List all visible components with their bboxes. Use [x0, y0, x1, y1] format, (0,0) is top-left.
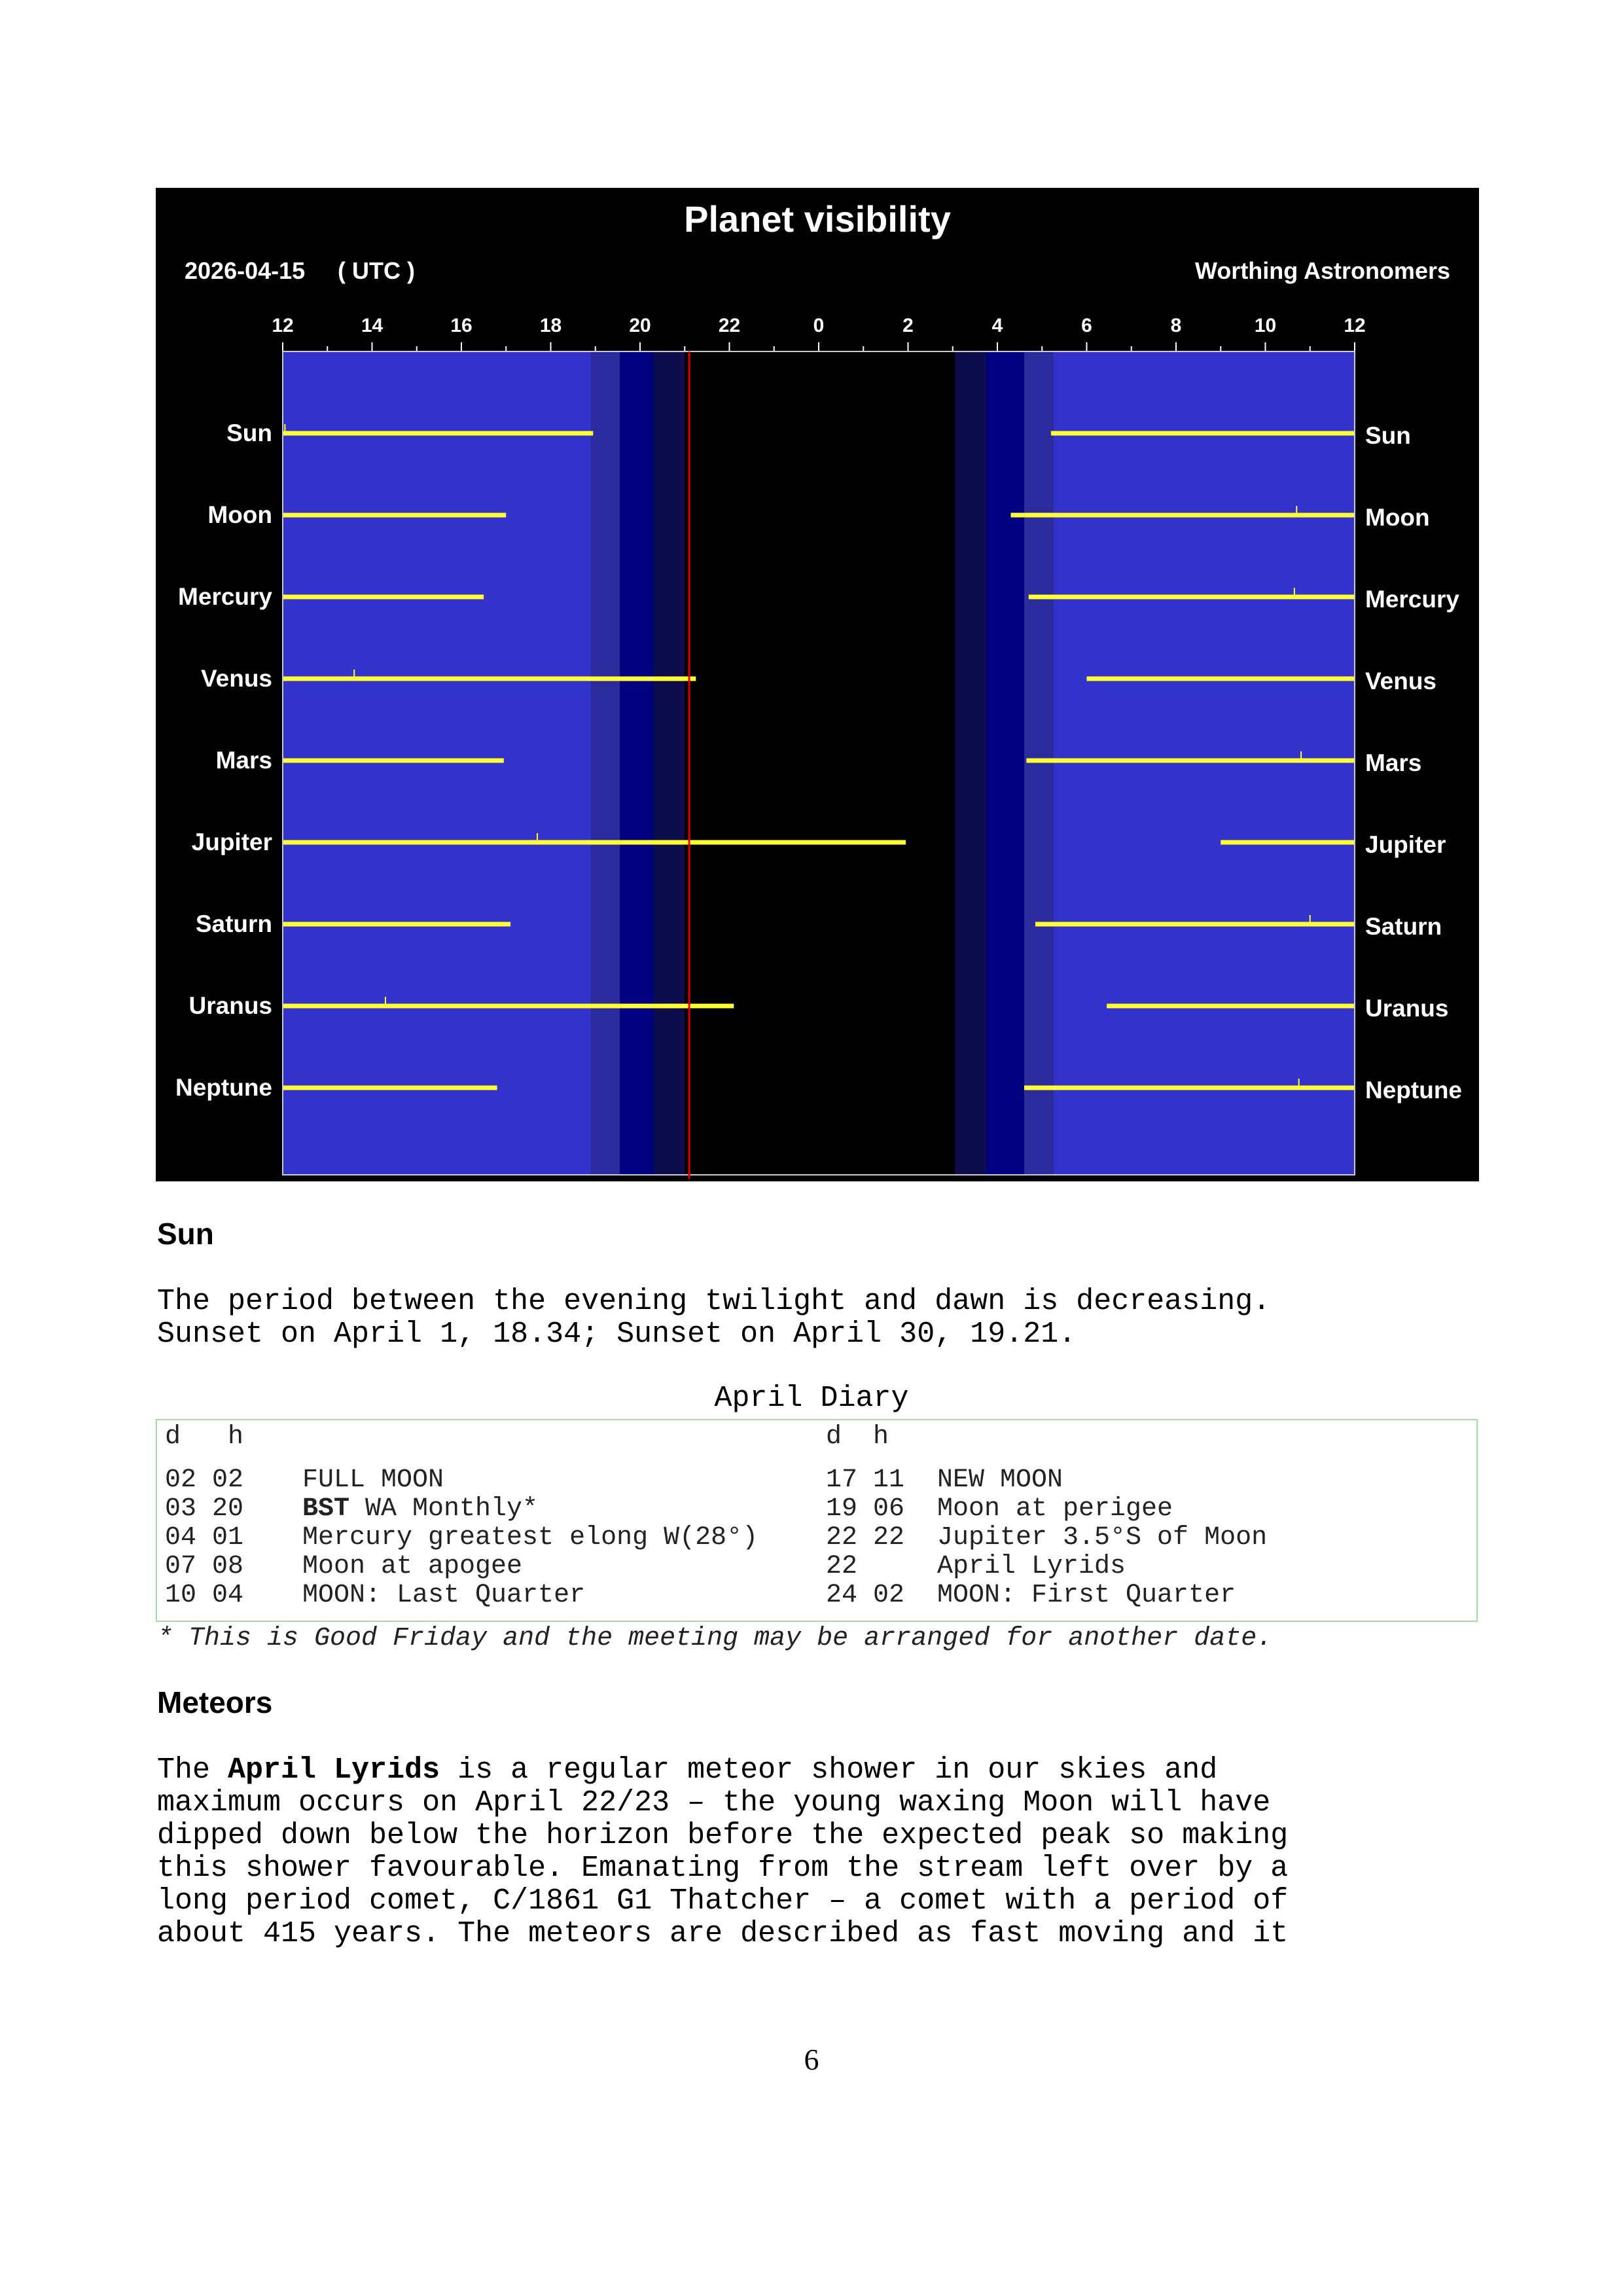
chart-title: Planet visibility — [684, 198, 951, 240]
meteors-line-4: this shower favourable. Emanating from the stream left over by a — [157, 1852, 1289, 1885]
venus-label-left: Venus — [201, 665, 272, 692]
diary-table — [156, 1419, 1478, 1622]
uranus-label-right: Uranus — [1365, 995, 1449, 1022]
diary-left-event: Moon at apogee — [302, 1552, 523, 1581]
twilight-band-nautical — [620, 351, 653, 1175]
diary-right-event: NEW MOON — [937, 1465, 1063, 1495]
uranus-label-left: Uranus — [188, 992, 272, 1019]
diary-left-event: Mercury greatest elong W(28°) — [302, 1523, 758, 1552]
diary-left-event — [302, 1495, 538, 1524]
sun-heading: Sun — [157, 1217, 214, 1251]
venus-label-right: Venus — [1365, 668, 1436, 694]
moon-label-left: Moon — [207, 501, 272, 528]
saturn-label-left: Saturn — [195, 910, 272, 937]
diary-left-event: MOON: Last Quarter — [302, 1581, 586, 1610]
meteors-line-5: long period comet, C/1861 G1 Thatcher – a comet with a period of — [157, 1884, 1289, 1918]
sun-line-1: The period between the evening twilight and dawn is decreasing. — [157, 1285, 1271, 1318]
diary-right-dh: 22 22 — [826, 1523, 905, 1552]
neptune-label-right: Neptune — [1365, 1077, 1462, 1103]
twilight-band-nautical — [986, 351, 1024, 1175]
diary-right-event: April Lyrids — [937, 1552, 1126, 1581]
diary-right-event: MOON: First Quarter — [937, 1581, 1236, 1610]
twilight-band-civil — [1024, 351, 1053, 1175]
daylight-band-evening — [283, 351, 591, 1175]
diary-right-dh: 19 06 — [826, 1494, 905, 1524]
diary-left-dh: 02 02 — [165, 1465, 244, 1495]
twilight-band-astronomical — [653, 351, 685, 1175]
diary-left-dh: 10 04 — [165, 1581, 244, 1610]
diary-footnote: * This is Good Friday and the meeting may be arranged for another date. — [157, 1624, 1273, 1653]
mercury-label-right: Mercury — [1365, 586, 1459, 613]
meteors-line-6: about 415 years. The meteors are described as fast moving and it — [157, 1917, 1289, 1950]
x-tick-label: 18 — [539, 315, 562, 336]
night-band — [685, 351, 955, 1175]
x-tick-label: 4 — [991, 315, 1003, 336]
sun-label-left: Sun — [226, 420, 272, 446]
diary-title: April Diary — [714, 1382, 909, 1415]
diary-right-event: Moon at perigee — [937, 1494, 1173, 1524]
x-tick-label: 8 — [1170, 315, 1182, 336]
diary-right-event: Jupiter 3.5°S of Moon — [937, 1523, 1268, 1552]
x-tick-label: 2 — [902, 315, 914, 336]
neptune-label-left: Neptune — [175, 1074, 272, 1101]
x-tick-label: 0 — [813, 315, 825, 336]
chart-timezone: ( UTC ) — [338, 257, 415, 284]
sun-line-2: Sunset on April 1, 18.34; Sunset on April 30, 19.21. — [157, 1318, 1077, 1351]
x-tick-label: 12 — [272, 315, 294, 336]
twilight-band-astronomical — [955, 351, 986, 1175]
moon-label-right: Moon — [1365, 504, 1430, 531]
x-tick-label: 12 — [1344, 315, 1366, 336]
meteors-line-1 — [157, 1754, 1492, 1787]
diary-right-dh: 22 — [826, 1552, 858, 1581]
mars-label-left: Mars — [215, 747, 272, 774]
meteors-line-2: maximum occurs on April 22/23 – the young waxing Moon will have — [157, 1786, 1271, 1820]
diary-header-right: d h — [826, 1422, 889, 1452]
jupiter-label-right: Jupiter — [1365, 831, 1446, 858]
x-tick-label: 16 — [450, 315, 473, 336]
x-tick-label: 6 — [1081, 315, 1092, 336]
diary-header-left: d h — [165, 1422, 244, 1452]
page-number: 6 — [804, 2043, 819, 2076]
x-tick-label: 10 — [1254, 315, 1277, 336]
mercury-label-left: Mercury — [178, 583, 272, 610]
diary-left-event: FULL MOON — [302, 1465, 444, 1495]
meteors-line-3: dipped down below the horizon before the expected peak so making — [157, 1819, 1289, 1852]
chart-svg — [156, 188, 1479, 1181]
mars-label-right: Mars — [1365, 749, 1422, 776]
meteors-line-1-post: is a regular meteor shower in our skies and — [440, 1753, 1218, 1787]
meteors-heading: Meteors — [157, 1685, 273, 1719]
diary-left-dh: 03 20 — [165, 1494, 244, 1524]
diary-left-dh: 07 08 — [165, 1552, 244, 1581]
planet-visibility-chart — [156, 188, 1479, 1181]
saturn-label-right: Saturn — [1365, 913, 1442, 940]
diary-event-text: WA Monthly* — [349, 1494, 539, 1524]
daylight-band-morning — [1053, 351, 1355, 1175]
diary-event-bold: BST — [302, 1494, 350, 1524]
diary-left-dh: 04 01 — [165, 1523, 244, 1552]
diary-right-dh: 24 02 — [826, 1581, 905, 1610]
meteors-line-1-pre: The — [157, 1753, 228, 1787]
diary-right-dh: 17 11 — [826, 1465, 905, 1495]
plot-background — [283, 351, 1355, 1175]
sun-label-right: Sun — [1365, 422, 1411, 449]
x-tick-label: 14 — [361, 315, 383, 336]
twilight-band-civil — [591, 351, 620, 1175]
x-tick-label: 20 — [629, 315, 651, 336]
x-tick-label: 22 — [718, 315, 741, 336]
meteors-shower-name: April Lyrids — [228, 1753, 440, 1787]
chart-date: 2026-04-15 — [185, 257, 306, 284]
jupiter-label-left: Jupiter — [191, 829, 272, 855]
chart-publisher: Worthing Astronomers — [1194, 257, 1450, 284]
